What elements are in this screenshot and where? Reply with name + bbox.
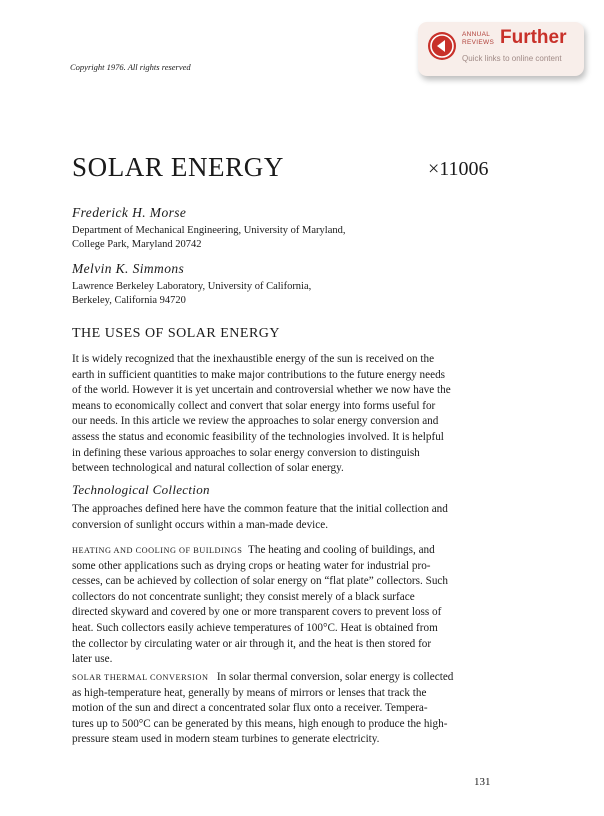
subsection-heading: Technological Collection [72,482,210,497]
article-title: SOLAR ENERGY [72,152,284,182]
copyright-notice: Copyright 1976. All rights reserved [70,62,191,72]
further-badge[interactable] [418,22,584,76]
author-name-1: Frederick H. Morse [72,205,187,220]
intro-paragraph: It is widely recognized that the inexhaustible energy of the sun is received on the earth in sufficient quantities to make major contributions to the future energy needs of the world. However it is yet uncertain and controversial whether we now have the means to economically collect and convert that solar energy into forms useful for our needs. In this article we review the approaches to solar energy conversion and assess the status and economic feasibility of the technologies involved. It is helpful in defining these various approaches to solar energy conversion to distinguish between technological and natural collection of solar energy. [72,353,451,475]
section-heading: THE USES OF SOLAR ENERGY [72,326,281,341]
author-name-2: Melvin K. Simmons [72,261,185,276]
author-affiliation-1: Department of Mechanical Engineering, University of Maryland, College Park, Maryland 20742 [72,225,346,250]
heating-lead: HEATING AND COOLING OF BUILDINGS [72,546,243,555]
subsection-intro-paragraph: The approaches defined here have the common feature that the initial collection and conversion of sunlight occurs within a man-made device. [72,503,448,531]
annual-reviews-label: ANNUAL REVIEWS [462,31,495,46]
further-label: Further [500,27,567,48]
heating-paragraph: HEATING AND COOLING OF BUILDINGS The heating and cooling of buildings, and some other applications such as drying crops or heating water for industrial pro- cesses, can be achieved by collection of solar energy on “flat plate” collectors. Such collectors do not concentrate sunlight; they consist merely of a black surface directed skyward and covered by one or more transparent covers to prevent loss of heat. Such collectors easily achieve temperatures of 100°C. Heat is obtained from the collector by circulating water or air through it, and the heat is then stored for later use. [72,544,448,666]
thermal-paragraph: SOLAR THERMAL CONVERSION In solar thermal conversion, solar energy is collected as high-temperature heat, generally by means of mirrors or lenses that track the motion of the sun and direct a concentrated solar flux onto a receiver. Tempera- tures up to 500°C can be generated by this means, high enough to produce the high- pressure steam used in modern steam turbines to generate electricity. [72,671,454,746]
page-number: 131 [474,776,491,788]
play-back-icon [428,32,456,60]
article-code: ×11006 [428,158,489,180]
author-affiliation-2: Lawrence Berkeley Laboratory, University of California, Berkeley, California 94720 [72,281,312,306]
badge-subtitle: Quick links to online content [462,54,562,63]
thermal-lead: SOLAR THERMAL CONVERSION [72,673,209,682]
